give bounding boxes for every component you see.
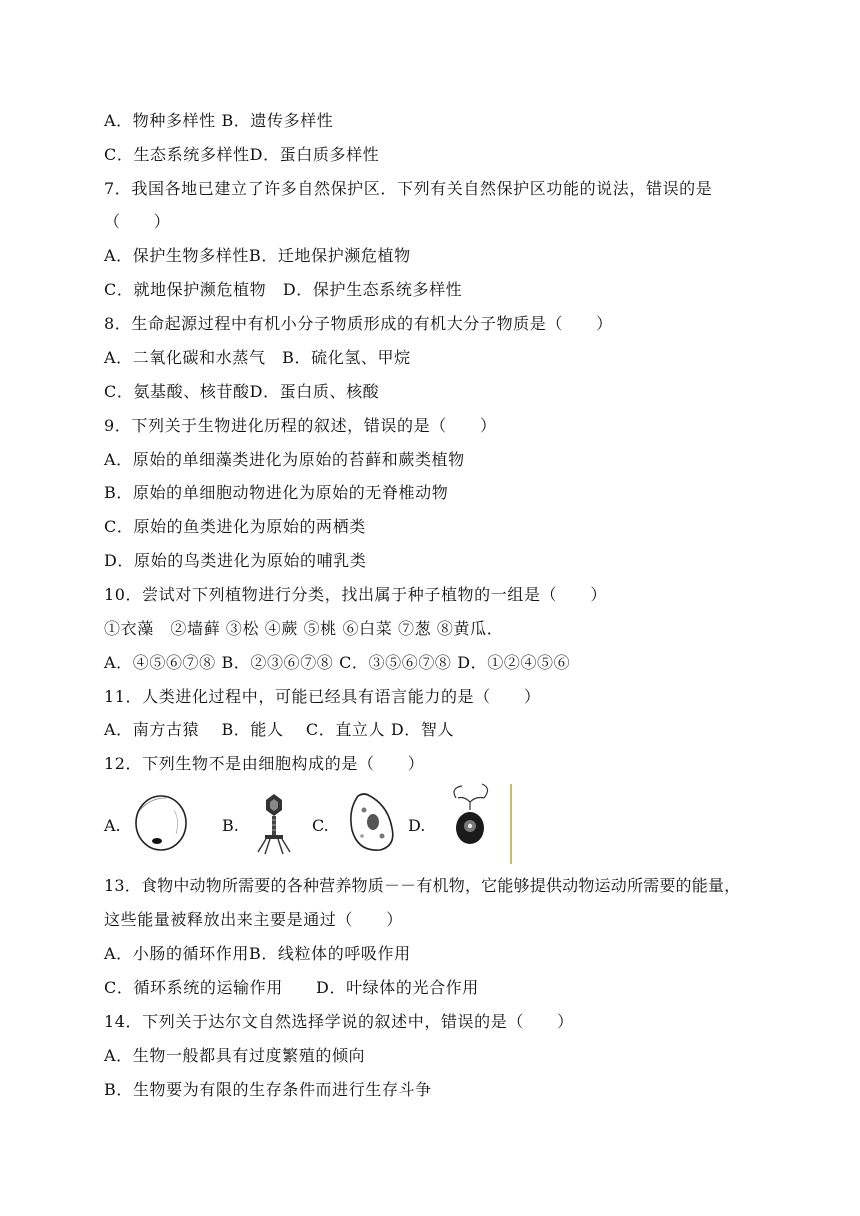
line-q13-ab: A．小肠的循环作用B．线粒体的呼吸作用 — [104, 944, 411, 963]
protozoan-illustration-c — [340, 790, 402, 856]
question-14: 14．下列关于达尔文自然选择学说的叙述中，错误的是（ ） — [104, 1012, 574, 1031]
euglena-illustration-d — [434, 782, 516, 866]
question-7-paren: （ ） — [104, 212, 171, 231]
question-13-line-1: 13．食物中动物所需要的各种营养物质－－有机物，它能够提供动物运动所需要的能量， — [104, 876, 741, 895]
line-q8-cd: C．氨基酸、核苷酸D．蛋白质、核酸 — [104, 382, 380, 401]
line-q9-c: C．原始的鱼类进化为原始的两栖类 — [104, 517, 366, 536]
line-q6-cd: C．生态系统多样性D．蛋白质多样性 — [104, 145, 380, 164]
question-11: 11．人类进化过程中，可能已经具有语言能力的是（ ） — [104, 687, 541, 706]
line-q9-d: D．原始的鸟类进化为原始的哺乳类 — [104, 551, 367, 570]
q12-option-b-label: B. — [222, 816, 239, 835]
line-q7-ab: A．保护生物多样性B．迁地保护濒危植物 — [104, 246, 411, 265]
line-q6-ab: A．物种多样性 B．遗传多样性 — [104, 111, 334, 130]
line-q7-cd: C．就地保护濒危植物 D．保护生态系统多样性 — [104, 280, 463, 299]
line-q8-ab: A．二氧化碳和水蒸气 B．硫化氢、甲烷 — [104, 348, 411, 367]
line-q9-a: A．原始的单细藻类进化为原始的苔藓和蕨类植物 — [104, 450, 465, 469]
line-q14-b: B．生物要为有限的生存条件而进行生存斗争 — [104, 1080, 432, 1099]
line-q14-a: A．生物一般都具有过度繁殖的倾向 — [104, 1046, 366, 1065]
line-q13-cd: C．循环系统的运输作用 D．叶绿体的光合作用 — [104, 978, 479, 997]
line-q10-list: ①衣藻 ②墙藓 ③松 ④蕨 ⑤桃 ⑥白菜 ⑦葱 ⑧黄瓜． — [104, 619, 504, 638]
question-7: 7．我国各地已建立了许多自然保护区．下列有关自然保护区功能的说法，错误的是 — [104, 179, 713, 198]
q12-figure-row — [104, 782, 524, 866]
question-13-line-2: 这些能量被释放出来主要是通过（ ） — [104, 910, 403, 929]
line-q9-b: B．原始的单细胞动物进化为原始的无脊椎动物 — [104, 483, 449, 502]
virus-illustration-b — [250, 790, 298, 856]
q12-option-a-label: A. — [104, 816, 121, 835]
q12-option-d-label: D. — [408, 816, 426, 835]
line-q11-options: A．南方古猿 B．能人 C．直立人 D．智人 — [104, 720, 455, 739]
question-10: 10．尝试对下列植物进行分类，找出属于种子植物的一组是（ ） — [104, 585, 607, 604]
line-q10-options: A．④⑤⑥⑦⑧ B．②③⑥⑦⑧ C．③⑤⑥⑦⑧ D．①②④⑤⑥ — [104, 653, 571, 672]
question-9: 9．下列关于生物进化历程的叙述，错误的是（ ） — [104, 416, 497, 435]
question-8: 8．生命起源过程中有机小分子物质形成的有机大分子物质是（ ） — [104, 314, 613, 333]
cell-illustration-a — [130, 790, 194, 856]
question-12: 12．下列生物不是由细胞构成的是（ ） — [104, 754, 425, 773]
q12-option-c-label: C. — [312, 816, 329, 835]
